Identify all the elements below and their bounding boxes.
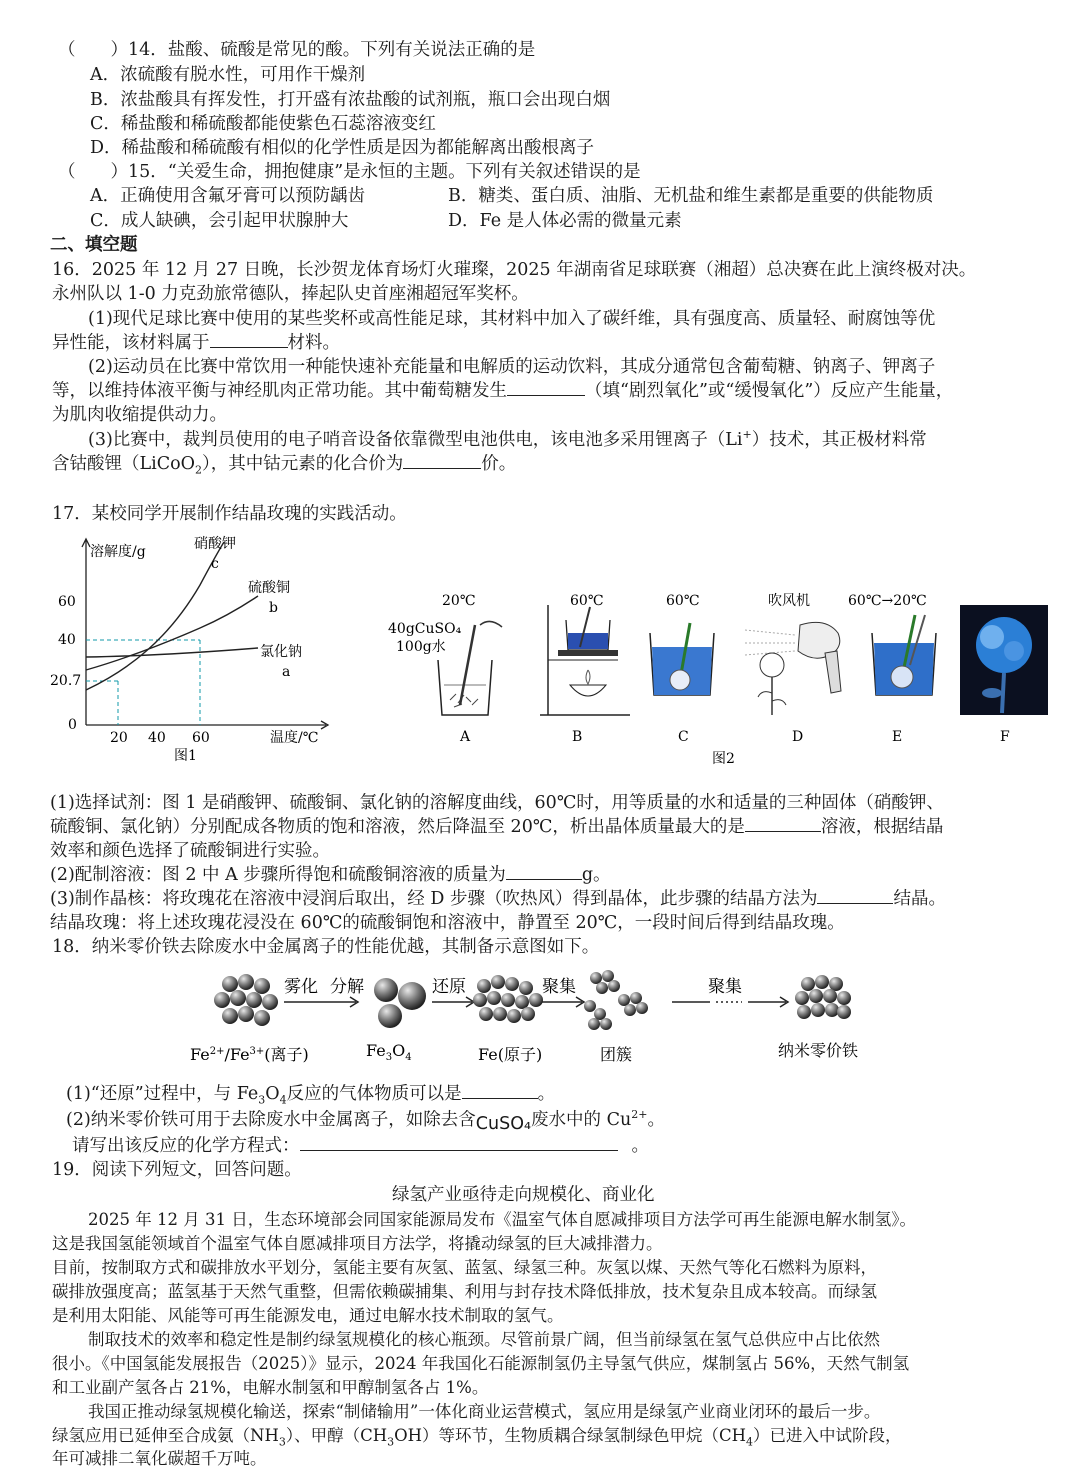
nano-iron-process-diagram (180, 962, 900, 1072)
q16-part3-line1: (3)比赛中，裁判员使用的电子哨音设备依靠微型电池供电，该电池多采用锂离子（Li+）技术，其正极材料常 (88, 428, 927, 450)
q16-part3-line2: 含钴酸锂（LiCoO$_2$），其中钴元素的化合价为 价。 (52, 454, 517, 477)
q19-passage-line10: 绿氢应用已延伸至合成氨$(NH_3)$、甲醇$(CH_3OH)$等环节，生物质耦合绿氢制绿色甲烷$(CH_4)$已进入中试阶段， (52, 1426, 902, 1449)
arrow-label-reduce: 还原 (432, 977, 466, 997)
label-nano-iron: 纳米零价铁 (778, 1041, 859, 1060)
step-c-beaker-rose (650, 623, 714, 695)
q17-part2: (2)配制溶液：图 2 中 A 步骤所得饱和硫酸铜溶液的质量为 g。 (50, 865, 611, 885)
step-a-note1: 40gCuSO₄ (388, 621, 462, 637)
q19-passage-line8: 和工业副产氢各占 21%，电解水制氢和甲醇制氢各占 1%。 (52, 1378, 489, 1397)
solubility-chart (48, 530, 348, 770)
step-b-temp: 60℃ (570, 593, 604, 609)
step-f-crystal-rose-photo (960, 605, 1048, 715)
q18-part2: (2)纳米零价铁可用于去除废水中金属离子，如除去含CuSO₄废水中的 $Cu^{2+}$。 (66, 1108, 665, 1134)
chart-ylabel: 溶解度/g (90, 544, 146, 560)
q18-part1: (1)“还原”过程中，与 $Fe_3O_4$反应的气体物质可以是 。 (66, 1084, 556, 1107)
step-d-hairdryer-rose (745, 622, 841, 715)
xtick-60: 60 (192, 730, 210, 746)
step-d-label: 吹风机 (768, 593, 810, 609)
ytick-0: 0 (68, 717, 77, 733)
step-c-temp: 60℃ (666, 593, 700, 609)
q16-answer1-blank[interactable] (210, 331, 288, 348)
curve-a-letter: a (282, 664, 291, 680)
arrow-label-decompose: 分解 (330, 977, 364, 997)
q19-passage-line2: 这是我国氢能领域首个温室气体自愿减排项目方法学，将撬动绿氢的巨大减排潜力。 (52, 1234, 663, 1253)
q19-passage-line5: 是利用太阳能、风能等可再生能源发电，通过电解水技术制取的氢气。 (52, 1306, 564, 1325)
q16-line1: 16．2025 年 12 月 27 日晚，长沙贺龙体育场灯火璀璨，2025 年湖南省足球联赛（湘超）总决赛在此上演终极对决。 (52, 260, 977, 280)
step-a-letter: A (460, 729, 471, 745)
q17-answer3-blank[interactable] (817, 887, 893, 904)
label-cluster: 团簇 (600, 1045, 633, 1064)
label-fe-atoms: Fe(原子) (478, 1045, 543, 1064)
q16-part1-line2: 异性能，该材料属于 材料。 (52, 333, 340, 353)
q19-passage-line4: 碳排放强度高；蓝氢基于天然气重整，但需依赖碳捕集、利用与封存技术降低排放，技术复杂且成本较高。而绿氢 (52, 1282, 877, 1301)
q15-option-c: C．成人缺碘，会引起甲状腺肿大 (90, 211, 349, 231)
q17-part3: (3)制作晶核：将玫瑰花在溶液中浸润后取出，经 D 步骤（吹热风）得到晶体，此步骤的结晶方法为 结晶。 (50, 889, 946, 909)
figure1-caption: 图1 (174, 748, 197, 764)
q16-line2: 永州队以 1-0 力克劲旅常德队，捧起队史首座湘超冠军奖杯。 (52, 284, 529, 304)
q19-passage-line7: 很小。《中国氢能发展报告（2025）》显示，2024 年我国化石能源制氢仍主导氢气供应，煤制氢占 56%，天然气制氢 (52, 1354, 910, 1373)
label-fe-ions: $Fe^{2+}/Fe^{3+}$(离子) (190, 1045, 309, 1064)
q17-stem: 17．某校同学开展制作结晶玫瑰的实践活动。 (52, 504, 407, 524)
q16-answer2-blank[interactable] (507, 379, 585, 396)
q19-passage-line9: 我国正推动绿氢规模化输送，探索“制储输用”一体化商业运营模式，氢应用是绿氢产业商业闭环的最后一步。 (88, 1402, 881, 1421)
q16-answer3-blank[interactable] (403, 452, 481, 469)
q14-option-d: D．稀盐酸和稀硫酸有相似的化学性质是因为都能解离出酸根离子 (90, 138, 595, 158)
step-a-temp: 20℃ (442, 593, 476, 609)
q18-answer1-blank[interactable] (462, 1082, 538, 1099)
q18-stem: 18．纳米零价铁去除废水中金属离子的性能优越，其制备示意图如下。 (52, 937, 600, 957)
ytick-60: 60 (58, 594, 76, 610)
step-e-temp: 60℃→20℃ (848, 593, 927, 609)
xtick-20: 20 (110, 730, 128, 746)
q15-option-d: D．Fe 是人体必需的微量元素 (448, 211, 682, 231)
crystal-rose-procedure-figure (380, 585, 1060, 775)
q14-option-c: C．稀盐酸和稀硫酸都能使紫色石蕊溶液变红 (90, 114, 436, 134)
curve-b-name: 硫酸铜 (248, 580, 290, 596)
q15-stem: （ ）15．“关爱生命，拥抱健康”是永恒的主题。下列有关叙述错误的是 (58, 162, 641, 182)
q16-part2-line3: 为肌肉收缩提供动力。 (52, 405, 227, 425)
q19-passage-line3: 目前，按制取方式和碳排放水平划分，氢能主要有灰氢、蓝氢、绿氢三种。灰氢以煤、天然气等化石燃料为原料， (52, 1258, 877, 1277)
q14-option-a: A．浓硫酸有脱水性，可用作干燥剂 (90, 65, 366, 85)
q18-part3: 请写出该反应的化学方程式： 。 (72, 1136, 649, 1156)
q17-part1-line1: (1)选择试剂：图 1 是硝酸钾、硫酸铜、氯化钠的溶解度曲线，60℃时，用等质量的水和适量的三种固体（硝酸钾、 (50, 793, 944, 813)
section-title-fill-in: 二、填空题 (50, 235, 138, 255)
q14-option-b: B．浓盐酸具有挥发性，打开盛有浓盐酸的试剂瓶，瓶口会出现白烟 (90, 90, 611, 110)
step-b-letter: B (572, 729, 583, 745)
ytick-20-7: 20.7 (50, 673, 82, 689)
step-c-letter: C (678, 729, 689, 745)
ytick-40: 40 (58, 632, 76, 648)
q18-equation-blank[interactable] (300, 1134, 618, 1151)
q17-answer2-blank[interactable] (506, 863, 582, 880)
q15-option-a: A．正确使用含氟牙膏可以预防龋齿 (90, 186, 366, 206)
label-fe3o4: $Fe_3O_4$ (366, 1041, 412, 1063)
q17-part1-line2: 硫酸铜、氯化钠）分别配成各物质的饱和溶液，然后降温至 20℃，析出晶体质量最大的是 溶液，根据结晶 (50, 817, 944, 837)
q19-stem: 19．阅读下列短文，回答问题。 (52, 1160, 302, 1180)
xtick-40: 40 (148, 730, 166, 746)
step-f-letter: F (1000, 729, 1010, 745)
q19-passage-title: 绿氢产业亟待走向规模化、商业化 (392, 1185, 655, 1205)
q14-stem: （ ）14．盐酸、硫酸是常见的酸。下列有关说法正确的是 (58, 40, 536, 60)
curve-b-letter: b (269, 600, 278, 616)
q17-answer1-blank[interactable] (745, 815, 821, 832)
q16-part2-line1: (2)运动员在比赛中常饮用一种能快速补充能量和电解质的运动饮料，其成分通常包含葡萄糖、钠离子、钾离子 (88, 357, 936, 377)
step-e-beaker-rose (872, 615, 936, 695)
figure2-caption: 图2 (712, 751, 735, 767)
chart-xlabel: 温度/℃ (270, 730, 319, 746)
q19-passage-line1: 2025 年 12 月 31 日，生态环境部会同国家能源局发布《温室气体自愿减排项目方法学可再生能源电解水制氢》。 (88, 1210, 916, 1229)
curve-c-letter: c (211, 556, 219, 572)
step-e-letter: E (892, 729, 903, 745)
step-b-heating-setup (540, 605, 630, 715)
arrow-label-atomize: 雾化 (284, 977, 318, 997)
q19-passage-line6: 制取技术的效率和稳定性是制约绿氢规模化的核心瓶颈。尽管前景广阔，但当前绿氢在氢气总供应中占比依然 (88, 1330, 880, 1349)
arrow-label-gather-1: 聚集 (542, 977, 576, 997)
arrow-label-gather-2: 聚集 (708, 977, 742, 997)
curve-a-name: 氯化钠 (260, 644, 302, 660)
q17-part1-line3: 效率和颜色选择了硫酸铜进行实验。 (50, 841, 330, 861)
q16-part1-line1: (1)现代足球比赛中使用的某些奖杯或高性能足球，其材料中加入了碳纤维，具有强度高、质量轻、耐腐蚀等优 (88, 309, 936, 329)
q16-part2-line2: 等，以维持体液平衡与神经肌肉正常功能。其中葡萄糖发生 （填“剧烈氧化”或“缓慢氧化”）反应产生能量， (52, 381, 954, 401)
step-a-note2: 100g水 (396, 639, 446, 655)
step-d-letter: D (792, 729, 804, 745)
q15-option-b: B．糖类、蛋白质、油脂、无机盐和维生素都是重要的供能物质 (448, 186, 934, 206)
curve-c-name: 硝酸钾 (194, 536, 236, 552)
q17-part4: 结晶玫瑰：将上述玫瑰花浸没在 60℃的硫酸铜饱和溶液中，静置至 20℃，一段时间后得到结晶玫瑰。 (50, 913, 845, 933)
q19-passage-line11: 年可减排二氧化碳超千万吨。 (52, 1449, 267, 1468)
